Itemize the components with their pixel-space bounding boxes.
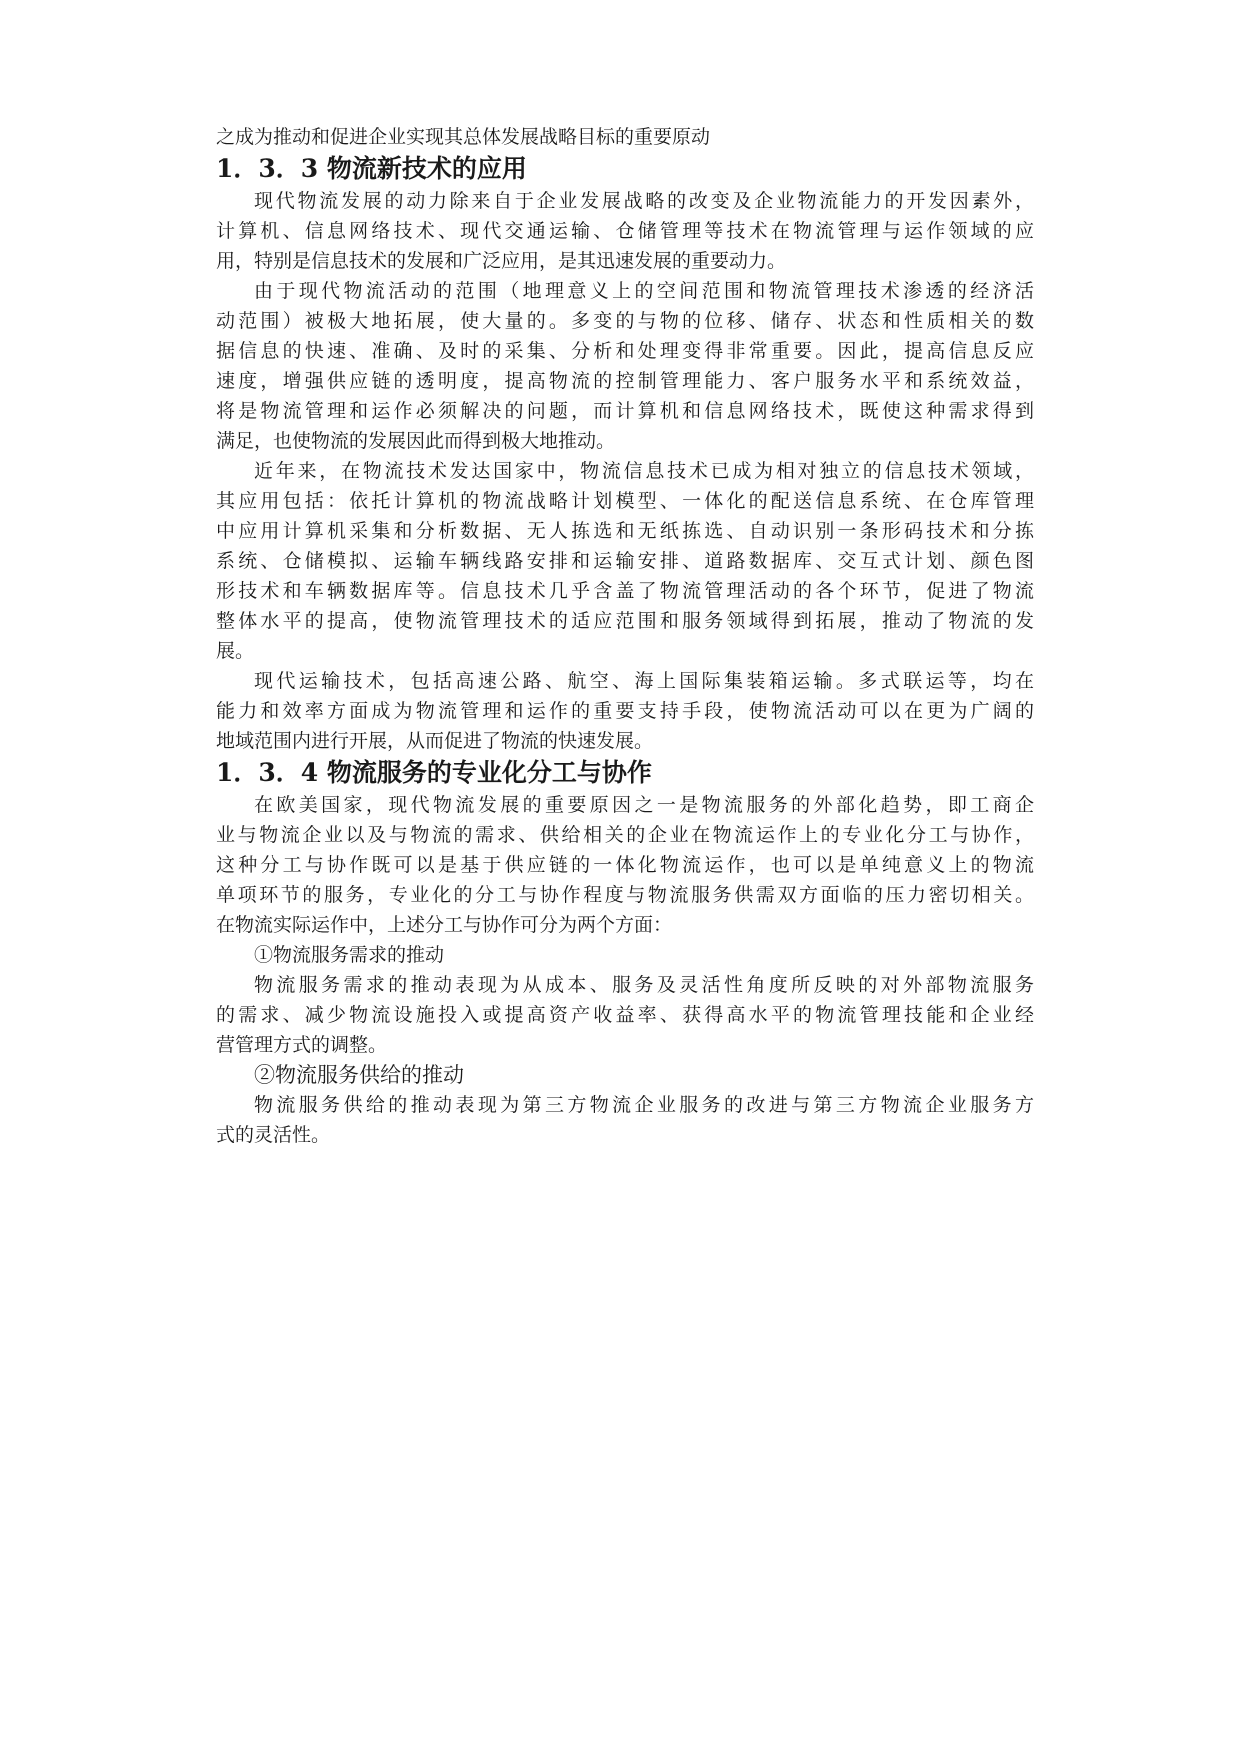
paragraph-line: 动范围）被极大地拓展，使大量的。多变的与物的位移、储存、状态和性质相关的数 [216,310,1034,332]
paragraph-line: 物流服务供给的推动表现为第三方物流企业服务的改进与第三方物流企业服务方 [254,1094,1034,1116]
list-item-supply: ②物流服务供给的推动 [254,1063,464,1087]
paragraph-line: 将是物流管理和运作必须解决的问题，而计算机和信息网络技术，既使这种需求得到 [216,400,1034,422]
paragraph-line: 展。 [216,640,255,662]
paragraph-line: 其应用包括：依托计算机的物流战略计划模型、一体化的配送信息系统、在仓库管理 [216,490,1034,512]
paragraph-line: 系统、仓储模拟、运输车辆线路安排和运输安排、道路数据库、交互式计划、颜色图 [216,550,1034,572]
paragraph-line: 用，特别是信息技术的发展和广泛应用，是其迅速发展的重要动力。 [216,250,787,272]
paragraph-line: 现代运输技术，包括高速公路、航空、海上国际集装箱运输。多式联运等，均在 [254,670,1034,692]
paragraph-line: 能力和效率方面成为物流管理和运作的重要支持手段，使物流活动可以在更为广阔的 [216,700,1034,722]
paragraph-line: 单项环节的服务，专业化的分工与协作程度与物流服务供需双方面临的压力密切相关。 [216,884,1034,906]
paragraph-line: 据信息的快速、准确、及时的采集、分析和处理变得非常重要。因此，提高信息反应 [216,340,1034,362]
paragraph-line: 由于现代物流活动的范围（地理意义上的空间范围和物流管理技术渗透的经济活 [254,280,1034,302]
paragraph-line: 在物流实际运作中，上述分工与协作可分为两个方面： [216,914,673,936]
paragraph-line: 式的灵活性。 [216,1124,331,1146]
paragraph-line: 整体水平的提高，使物流管理技术的适应范围和服务领域得到拓展，推动了物流的发 [216,610,1034,632]
section-heading-1-3-4: 1．3．4 物流服务的专业化分工与协作 [216,758,652,787]
paragraph-line: 的需求、减少物流设施投入或提高资产收益率、获得高水平的物流管理技能和企业经 [216,1004,1034,1026]
paragraph-line: 形技术和车辆数据库等。信息技术几乎含盖了物流管理活动的各个环节，促进了物流 [216,580,1034,602]
paragraph-line: 现代物流发展的动力除来自于企业发展战略的改变及企业物流能力的开发因素外， [254,190,1034,212]
paragraph-line: 在欧美国家，现代物流发展的重要原因之一是物流服务的外部化趋势，即工商企 [254,794,1034,816]
paragraph-line: 计算机、信息网络技术、现代交通运输、仓储管理等技术在物流管理与运作领域的应 [216,220,1034,242]
paragraph-line: 物流服务需求的推动表现为从成本、服务及灵活性角度所反映的对外部物流服务 [254,974,1034,996]
section-heading-1-3-3: 1．3．3 物流新技术的应用 [216,154,527,183]
paragraph-line: 速度，增强供应链的透明度，提高物流的控制管理能力、客户服务水平和系统效益， [216,370,1034,392]
paragraph-line: 近年来，在物流技术发达国家中，物流信息技术已成为相对独立的信息技术领域， [254,460,1034,482]
paragraph-line: 中应用计算机采集和分析数据、无人拣选和无纸拣选、自动识别一条形码技术和分拣 [216,520,1034,542]
paragraph-line: 这种分工与协作既可以是基于供应链的一体化物流运作，也可以是单纯意义上的物流 [216,854,1034,876]
paragraph-line: 满足，也使物流的发展因此而得到极大地推动。 [216,430,616,452]
continuation-line: 之成为推动和促进企业实现其总体发展战略目标的重要原动 [216,126,711,148]
paragraph-line: 地域范围内进行开展，从而促进了物流的快速发展。 [216,730,654,752]
list-item-demand: ①物流服务需求的推动 [254,944,445,966]
paragraph-line: 营管理方式的调整。 [216,1034,388,1056]
document-page [216,122,1034,1150]
paragraph-line: 业与物流企业以及与物流的需求、供给相关的企业在物流运作上的专业化分工与协作， [216,824,1034,846]
